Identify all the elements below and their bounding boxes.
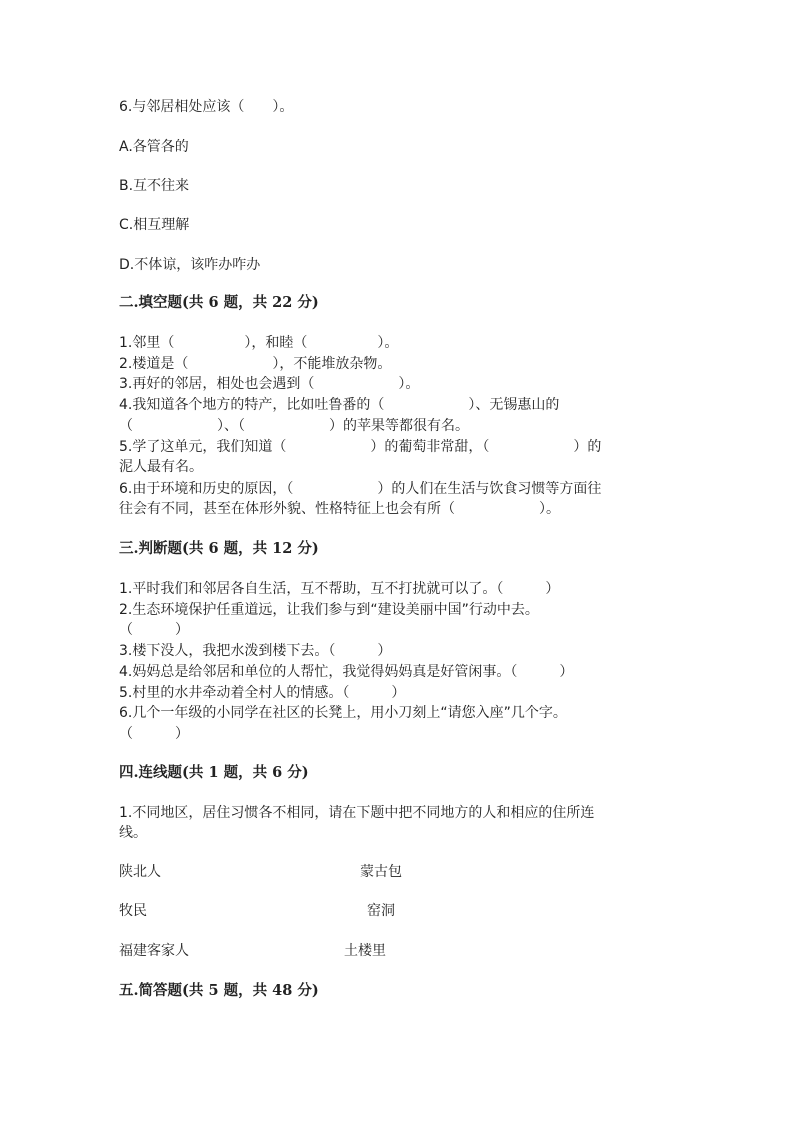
fill-line: 2.楼道是（ ），不能堆放杂物。 bbox=[119, 356, 392, 372]
fill-line: （ ）、（ ）的苹果等都很有名。 bbox=[119, 418, 469, 434]
judge-line: 1.平时我们和邻居各自生活，互不帮助，互不打扰就可以了。（ ） bbox=[119, 581, 560, 597]
judge-line: 4.妈妈总是给邻居和单位的人帮忙，我觉得妈妈真是好管闲事。（ ） bbox=[119, 664, 574, 680]
match-right-item: 窑洞 bbox=[367, 903, 395, 919]
fill-line: 6.由于环境和历史的原因，（ ）的人们在生活与饮食习惯等方面往 bbox=[119, 481, 602, 497]
fill-line: 1.邻里（ ），和睦（ ）。 bbox=[119, 335, 399, 351]
match-right-item: 土楼里 bbox=[344, 943, 386, 959]
option-a: A.各管各的 bbox=[119, 139, 189, 155]
option-d: D.不体谅，该咋办咋办 bbox=[119, 257, 261, 273]
question-6-stem: 6.与邻居相处应该（ ）。 bbox=[119, 99, 294, 115]
option-b: B.互不往来 bbox=[119, 178, 190, 194]
match-question-line: 线。 bbox=[119, 825, 147, 841]
match-left-item: 陕北人 bbox=[119, 864, 161, 880]
judge-line: （ ） bbox=[119, 726, 189, 742]
match-right-item: 蒙古包 bbox=[360, 864, 402, 880]
match-question-line: 1.不同地区，居住习惯各不相同，请在下题中把不同地方的人和相应的住所连 bbox=[119, 805, 595, 821]
section-5-heading: 五.简答题(共 5 题，共 48 分) bbox=[119, 982, 319, 999]
section-3-heading: 三.判断题(共 6 题，共 12 分) bbox=[119, 540, 319, 557]
match-left-item: 牧民 bbox=[119, 903, 147, 919]
fill-line: 3.再好的邻居，相处也会遇到（ ）。 bbox=[119, 376, 420, 392]
judge-line: 6.几个一年级的小同学在社区的长凳上，用小刀刻上“请您入座”几个字。 bbox=[119, 705, 567, 721]
judge-line: （ ） bbox=[119, 622, 189, 638]
fill-line: 4.我知道各个地方的特产，比如吐鲁番的（ ）、无锡惠山的 bbox=[119, 397, 560, 413]
section-4-heading: 四.连线题(共 1 题，共 6 分) bbox=[119, 764, 309, 781]
judge-line: 3.楼下没人，我把水泼到楼下去。（ ） bbox=[119, 643, 392, 659]
fill-line: 泥人最有名。 bbox=[119, 459, 203, 475]
judge-line: 5.村里的水井牵动着全村人的情感。（ ） bbox=[119, 685, 406, 701]
section-2-heading: 二.填空题(共 6 题，共 22 分) bbox=[119, 294, 319, 311]
judge-line: 2.生态环境保护任重道远，让我们参与到“建设美丽中国”行动中去。 bbox=[119, 602, 539, 618]
match-left-item: 福建客家人 bbox=[119, 943, 189, 959]
fill-line: 5.学了这单元，我们知道（ ）的葡萄非常甜，（ ）的 bbox=[119, 439, 602, 455]
fill-line: 往会有不同，甚至在体形外貌、性格特征上也会有所（ ）。 bbox=[119, 501, 560, 517]
option-c: C.相互理解 bbox=[119, 217, 190, 233]
